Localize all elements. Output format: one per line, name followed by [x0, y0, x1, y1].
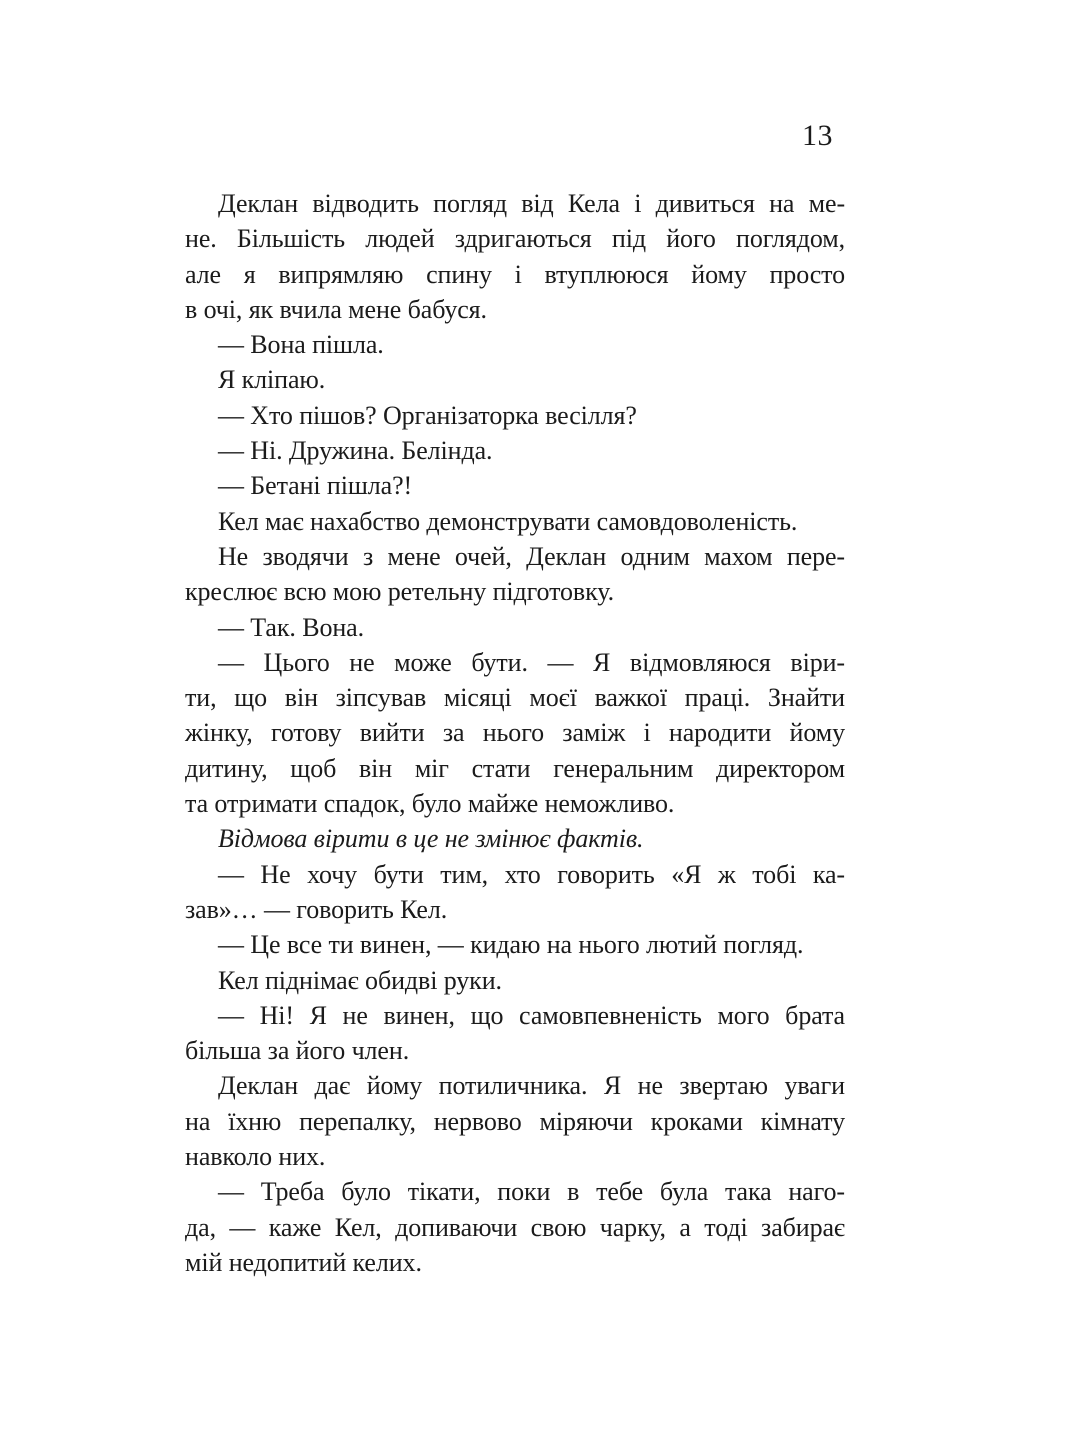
paragraph: [185, 645, 845, 821]
text-line: навколо них.: [185, 1142, 326, 1172]
text-line: — Це все ти винен, — кидаю на нього лютий погляд.: [218, 930, 804, 960]
text-line: — Так. Вона.: [218, 612, 365, 642]
text-line: креслює всю мою ретельну підготовку.: [185, 577, 614, 607]
paragraph: [185, 998, 845, 1069]
paragraph: [185, 821, 845, 856]
text-line: ти, що він зіпсував місяці моєї важкої праці. Знайти: [185, 683, 845, 713]
text-line: — Треба було тікати, поки в тебе була така наго-: [218, 1177, 845, 1207]
paragraph: [185, 963, 845, 998]
paragraph: [185, 927, 845, 962]
paragraph: [185, 186, 845, 327]
text-line: дитину, щоб він міг стати генеральним директором: [185, 753, 845, 783]
text-line: більша за його член.: [185, 1036, 410, 1066]
paragraph: [185, 857, 845, 928]
paragraph: [185, 610, 845, 645]
page-body: [185, 186, 845, 1280]
text-line: на їхню перепалку, нервово міряючи кроками кімнату: [185, 1106, 845, 1136]
text-line: Деклан дає йому потиличника. Я не звертаю уваги: [218, 1071, 845, 1101]
text-line: — Ні. Дружина. Белінда.: [218, 436, 493, 466]
paragraph: [185, 1068, 845, 1174]
text-line: але я випрямляю спину і втуплююся йому просто: [185, 259, 845, 289]
paragraph: [185, 433, 845, 468]
text-line: Я кліпаю.: [218, 365, 326, 395]
text-line: — Не хочу бути тим, хто говорить «Я ж тобі ка-: [218, 859, 845, 889]
text-line: зав»… — говорить Кел.: [185, 894, 448, 924]
paragraph: [185, 539, 845, 610]
text-line: Кел має нахабство демонструвати самовдоволеність.: [218, 506, 798, 536]
text-line: — Цього не може бути. — Я відмовляюся віри-: [218, 647, 845, 677]
text-line: в очі, як вчила мене бабуся.: [185, 294, 487, 324]
paragraph: [185, 1174, 845, 1280]
text-line: — Бетані пішла?!: [218, 471, 413, 501]
text-line: — Ні! Я не винен, що самовпевненість мого брата: [218, 1000, 845, 1030]
text-line: жінку, готову вийти за нього заміж і народити йому: [185, 718, 845, 748]
text-line: — Вона пішла.: [218, 330, 384, 360]
text-line: да, — каже Кел, допиваючи свою чарку, а тоді забирає: [185, 1212, 845, 1242]
text-line: — Хто пішов? Організаторка весілля?: [218, 400, 637, 430]
paragraph: [185, 504, 845, 539]
text-line: мій недопитий келих.: [185, 1247, 422, 1277]
paragraph: [185, 327, 845, 362]
text-line: Не зводячи з мене очей, Деклан одним махом пере-: [218, 541, 845, 571]
text-line: та отримати спадок, було майже неможливо.: [185, 789, 675, 819]
text-line: Відмова вірити в це не змінює фактів.: [218, 824, 644, 854]
text-line: Деклан відводить погляд від Кела і дивиться на ме-: [218, 189, 845, 218]
paragraph: [185, 362, 845, 397]
page-number: 13: [802, 119, 833, 152]
paragraph: [185, 468, 845, 503]
paragraph: [185, 398, 845, 433]
text-line: Кел піднімає обидві руки.: [218, 965, 502, 995]
text-line: не. Більшість людей здригаються під його поглядом,: [185, 224, 845, 254]
